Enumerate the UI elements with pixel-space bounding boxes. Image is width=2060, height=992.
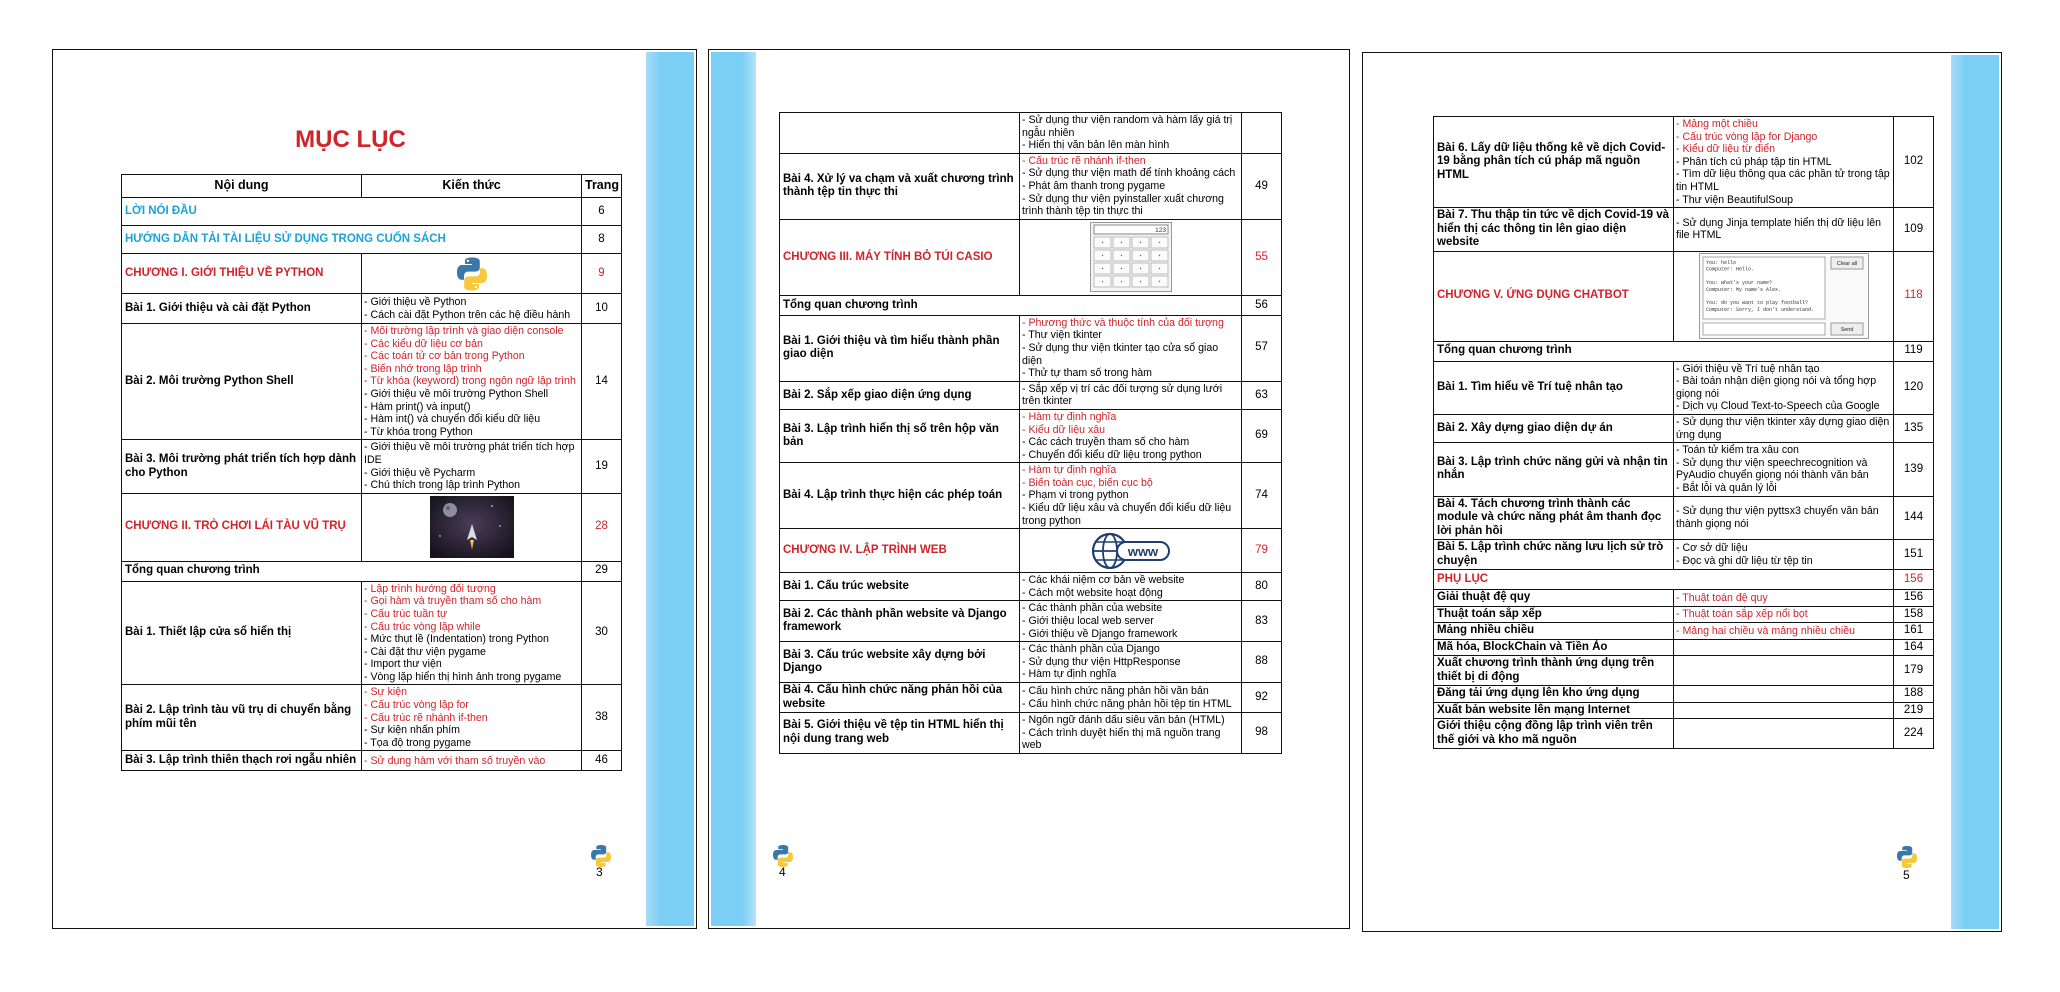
chapter-thumbnail: [1020, 219, 1242, 295]
header-knowledge: Kiến thức: [362, 175, 582, 198]
intro-link[interactable]: LỜI NÓI ĐẦU: [122, 198, 582, 226]
lesson-name: Bài 1. Cấu trúc website: [780, 573, 1020, 601]
knowledge-item: - Hàm int() và chuyển đổi kiểu dữ liệu: [364, 413, 541, 426]
knowledge-item: - Tọa độ trong pygame: [364, 736, 471, 749]
knowledge-item: - Đọc và ghi dữ liệu từ tệp tin: [1676, 554, 1813, 567]
calculator-display: 123: [1154, 227, 1166, 235]
lesson-knowledge: [1020, 713, 1242, 754]
toc-table: [779, 112, 1282, 754]
lesson-name: Bài 4. Cấu hình chức năng phản hồi của website: [780, 683, 1020, 713]
lesson-name: Bài 5. Lập trình chức năng lưu lịch sử trò chuyện: [1434, 540, 1674, 570]
lesson-name: Bài 5. Giới thiệu về tệp tin HTML hiển thị nội dung trang web: [780, 713, 1020, 754]
table-row: [1434, 341, 1934, 361]
page-ref: 92: [1242, 683, 1282, 713]
page-ref: 102: [1894, 117, 1934, 208]
lesson-name: Bài 3. Cấu trúc website xây dựng bởi Django: [780, 642, 1020, 683]
lesson-knowledge: [362, 324, 582, 440]
knowledge-item: - Tìm dữ liệu thông qua các phần tử trong tập tin HTML: [1676, 168, 1890, 193]
table-row: [780, 642, 1282, 683]
chapter-thumbnail: [1674, 251, 1894, 341]
knowledge-item: - Sự kiện: [364, 686, 408, 699]
lesson-knowledge: [1674, 117, 1894, 208]
knowledge-item: - Các thành phần của website: [1022, 602, 1163, 615]
lesson-name: Đăng tải ứng dụng lên kho ứng dụng: [1434, 686, 1674, 703]
lesson-name: Mảng nhiều chiều: [1434, 623, 1674, 640]
page-side-stripe: [646, 52, 694, 926]
table-row: [1434, 496, 1934, 540]
page-ref: 158: [1894, 606, 1934, 623]
overview-row[interactable]: Tổng quan chương trình: [780, 295, 1242, 315]
chapter-3-title[interactable]: CHƯƠNG III. MÁY TÍNH BỎ TÚI CASIO: [780, 219, 1020, 295]
lesson-knowledge: [1020, 113, 1242, 154]
knowledge-item: - Cấu trúc rẽ nhánh if-then: [1022, 154, 1146, 167]
table-row: [1434, 590, 1934, 607]
page-ref: 151: [1894, 540, 1934, 570]
lesson-name: Giới thiệu cộng đồng lập trình viên trên thế giới và kho mã nguồn: [1434, 719, 1674, 749]
page-ref: 156: [1894, 590, 1934, 607]
lesson-name: Giải thuật đệ quy: [1434, 590, 1674, 607]
page-number: 3: [596, 865, 603, 879]
lesson-name: Bài 4. Tách chương trình thành các module và chức năng phát âm thanh đọc lời phản hồi: [1434, 496, 1674, 540]
knowledge-item: - Chuyển đổi kiểu dữ liệu trong python: [1022, 448, 1202, 461]
lesson-name: Bài 2. Lập trình tàu vũ trụ di chuyển bằng phím mũi tên: [122, 685, 362, 751]
knowledge-item: - Cấu hình chức năng phản hồi tệp tin HTML: [1022, 697, 1232, 710]
chapter-4-title[interactable]: CHƯƠNG IV. LẬP TRÌNH WEB: [780, 529, 1020, 573]
toc-page-5: [1362, 52, 2002, 932]
page-ref: 224: [1894, 719, 1934, 749]
knowledge-item: - Sử dụng thư viện tkinter tạo cửa sổ giao diện: [1022, 341, 1219, 367]
knowledge-item: - Cấu trúc vòng lặp while: [364, 620, 481, 633]
svg-text:Clear all: Clear all: [1836, 261, 1857, 268]
intro-link[interactable]: HƯỚNG DẪN TẢI TÀI LIỆU SỬ DỤNG TRONG CUỐN SÁCH: [122, 226, 582, 254]
table-row: [780, 315, 1282, 381]
lesson-name: Bài 1. Giới thiệu và cài đặt Python: [122, 294, 362, 324]
table-row: [1434, 656, 1934, 686]
knowledge-item: - Giới thiệu local web server: [1022, 615, 1154, 628]
table-row: [1434, 117, 1934, 208]
knowledge-item: - Thuật toán sắp xếp nổi bọt: [1676, 608, 1808, 621]
knowledge-item: - Lập trình hướng đối tượng: [364, 582, 496, 595]
chapter-row: [122, 493, 622, 561]
page-ref: 144: [1894, 496, 1934, 540]
page-ref: 29: [582, 561, 622, 581]
lesson-knowledge: [1674, 719, 1894, 749]
knowledge-item: - Hàm tự định nghĩa: [1022, 668, 1117, 681]
page-ref: 49: [1242, 153, 1282, 219]
page-ref: 79: [1242, 529, 1282, 573]
lesson-knowledge: [1674, 443, 1894, 496]
lesson-name: Bài 3. Lập trình thiên thạch rơi ngẫu nhiên: [122, 751, 362, 771]
chapter-row: [780, 529, 1282, 573]
table-row: [780, 153, 1282, 219]
table-row: [122, 294, 622, 324]
lesson-name: Bài 1. Tìm hiểu về Trí tuệ nhân tạo: [1434, 361, 1674, 414]
page-ref: 164: [1894, 639, 1934, 656]
knowledge-item: - Vòng lặp hiển thị hình ảnh trong pygame: [364, 670, 562, 683]
table-row: [780, 601, 1282, 642]
lesson-name: Xuất chương trình thành ứng dụng trên thiết bị di động: [1434, 656, 1674, 686]
lesson-knowledge: [1674, 686, 1894, 703]
knowledge-item: - Cấu trúc vòng lặp for: [364, 699, 469, 712]
table-row: [1434, 540, 1934, 570]
chapter-thumbnail: [362, 493, 582, 561]
knowledge-item: - Cấu trúc rẽ nhánh if-then: [364, 711, 488, 724]
knowledge-item: - Cách một website hoạt động: [1022, 586, 1163, 599]
lesson-knowledge: [1020, 381, 1242, 409]
chapter-1-title[interactable]: CHƯƠNG I. GIỚI THIỆU VỀ PYTHON: [122, 254, 362, 294]
svg-text:You: what's your name?: You: what's your name?: [1705, 280, 1772, 287]
lesson-knowledge: [1020, 463, 1242, 529]
knowledge-item: - Sắp xếp vị trí các đối tượng sử dụng lưới trên tkinter: [1022, 382, 1223, 408]
svg-text:Computer: Sorry, I don't under: Computer: Sorry, I don't understand.: [1705, 307, 1814, 314]
table-row: [1434, 623, 1934, 640]
page-ref: 156: [1894, 570, 1934, 590]
knowledge-item: - Thư viện tkinter: [1022, 329, 1102, 342]
knowledge-item: - Thuật toán đệ quy: [1676, 591, 1768, 604]
knowledge-item: - Biến nhớ trong lập trình: [364, 362, 482, 375]
svg-text:Send: Send: [1840, 327, 1853, 334]
table-row: [1434, 719, 1934, 749]
appendix-title[interactable]: PHỤ LỤC: [1434, 570, 1894, 590]
page-ref: 139: [1894, 443, 1934, 496]
lesson-knowledge: [1674, 656, 1894, 686]
table-row: [122, 685, 622, 751]
page-ref: 69: [1242, 409, 1282, 462]
lesson-name: Bài 4. Lập trình thực hiện các phép toán: [780, 463, 1020, 529]
table-header-row: [122, 175, 622, 198]
page-ref: 135: [1894, 415, 1934, 443]
table-row: [122, 561, 622, 581]
knowledge-item: - Phương thức và thuộc tính của đối tượng: [1022, 316, 1224, 329]
overview-row[interactable]: Tổng quan chương trình: [122, 561, 582, 581]
lesson-knowledge: [362, 751, 582, 771]
knowledge-item: - Dịch vụ Cloud Text-to-Speech của Google: [1676, 400, 1880, 413]
svg-text:www: www: [1127, 543, 1158, 559]
page-ref: 6: [582, 198, 622, 226]
table-row: [780, 713, 1282, 754]
lesson-name: [780, 113, 1020, 154]
header-page: Trang: [582, 175, 622, 198]
table-row: [122, 324, 622, 440]
lesson-name: Bài 3. Môi trường phát triển tích hợp dành cho Python: [122, 440, 362, 493]
table-row: [1434, 606, 1934, 623]
lesson-knowledge: [1674, 639, 1894, 656]
page-side-stripe: [1951, 55, 1999, 929]
chapter-thumbnail: [1020, 529, 1242, 573]
page-ref: 219: [1894, 702, 1934, 719]
lesson-name: Bài 2. Sắp xếp giao diện ứng dụng: [780, 381, 1020, 409]
lesson-knowledge: [1674, 415, 1894, 443]
lesson-knowledge: [1020, 409, 1242, 462]
knowledge-item: - Ngôn ngữ đánh dấu siêu văn bản (HTML): [1022, 714, 1225, 726]
page-number: 5: [1903, 868, 1910, 882]
lesson-name: Bài 3. Lập trình hiển thị số trên hộp văn bản: [780, 409, 1020, 462]
table-row: [780, 409, 1282, 462]
chapter-row: [122, 254, 622, 294]
lesson-knowledge: [1674, 361, 1894, 414]
table-row: [1434, 639, 1934, 656]
lesson-name: Bài 2. Các thành phần website và Django framework: [780, 601, 1020, 642]
lesson-knowledge: [1020, 573, 1242, 601]
knowledge-item: - Phạm vi trong python: [1022, 489, 1129, 502]
knowledge-item: - Giới thiệu về Pycharm: [364, 466, 476, 479]
page-ref: 38: [582, 685, 622, 751]
page-ref: 98: [1242, 713, 1282, 754]
toc-page-4: [708, 49, 1350, 929]
toc-table: [121, 174, 622, 771]
lesson-name: Bài 3. Lập trình chức năng gửi và nhận tin nhắn: [1434, 443, 1674, 496]
table-row: [122, 198, 622, 226]
knowledge-item: - Sử dụng thư viện tkinter xây dựng giao diện ứng dụng: [1676, 416, 1890, 441]
knowledge-item: - Kiểu dữ liệu xâu: [1022, 423, 1106, 436]
table-row: [780, 463, 1282, 529]
lesson-name: Thuật toán sắp xếp: [1434, 606, 1674, 623]
table-row: [122, 751, 622, 771]
overview-row[interactable]: Tổng quan chương trình: [1434, 341, 1894, 361]
svg-text:Computer: Hello.: Computer: Hello.: [1705, 266, 1754, 273]
knowledge-item: - Toán tử kiểm tra xâu con: [1676, 444, 1799, 457]
lesson-knowledge: [362, 440, 582, 493]
knowledge-item: - Sử dụng hàm với tham số truyền vào: [364, 754, 546, 767]
knowledge-item: - Sử dụng thư viện HttpResponse: [1022, 655, 1181, 668]
lesson-knowledge: [362, 685, 582, 751]
page-ref: 179: [1894, 656, 1934, 686]
table-row: [1434, 361, 1934, 414]
page-ref: 63: [1242, 381, 1282, 409]
knowledge-item: - Sử dụng thư viện speechrecognition và PyAudio chuyển giọng nói thành văn bản: [1676, 456, 1869, 482]
knowledge-item: - Các thành phần của Django: [1022, 643, 1160, 656]
www-globe-icon: [1091, 532, 1171, 570]
lesson-knowledge: [1020, 315, 1242, 381]
svg-text:You: hello: You: hello: [1705, 260, 1736, 267]
knowledge-item: - Kiểu dữ liệu từ điển: [1676, 143, 1775, 156]
page-ref: 74: [1242, 463, 1282, 529]
lesson-knowledge: [362, 294, 582, 324]
knowledge-item: - Hàm print() và input(): [364, 400, 471, 413]
knowledge-item: - Cấu trúc vòng lặp for Django: [1676, 130, 1818, 143]
page-ref: 30: [582, 581, 622, 685]
table-row: [1434, 208, 1934, 252]
page-side-stripe: [711, 52, 756, 926]
lesson-knowledge: [1674, 590, 1894, 607]
lesson-knowledge: [1674, 702, 1894, 719]
lesson-knowledge: [1020, 153, 1242, 219]
lesson-knowledge: [1674, 496, 1894, 540]
table-row: [780, 295, 1282, 315]
knowledge-item: - Import thư viện: [364, 658, 442, 671]
page-number: 4: [779, 865, 786, 879]
knowledge-item: - Giới thiệu về Python: [364, 295, 467, 308]
knowledge-item: - Mức thụt lề (Indentation) trong Python: [364, 633, 549, 646]
knowledge-item: - Mảng một chiều: [1676, 118, 1758, 130]
knowledge-item: - Gọi hàm và truyền tham số cho hàm: [364, 595, 542, 608]
lesson-knowledge: [1674, 208, 1894, 252]
python-logo-icon: [453, 256, 491, 292]
knowledge-item: - Môi trường lập trình và giao diện console: [364, 325, 564, 337]
table-row: [780, 573, 1282, 601]
page-ref: 120: [1894, 361, 1934, 414]
knowledge-item: - Cấu trúc tuần tự: [364, 607, 448, 620]
toc-table: [1433, 116, 1934, 749]
knowledge-item: - Cách cài đặt Python trên các hệ điều hành: [364, 308, 571, 321]
lesson-name: Bài 7. Thu thập tin tức về dịch Covid-19 và hiển thị các thông tin lên giao diện website: [1434, 208, 1674, 252]
chapter-row: [780, 219, 1282, 295]
knowledge-item: - Từ khóa (keyword) trong ngôn ngữ lập trình: [364, 375, 576, 388]
table-row: [1434, 415, 1934, 443]
lesson-name: Bài 6. Lấy dữ liệu thống kê về dịch Covid-19 bằng phân tích cú pháp mã nguồn HTML: [1434, 117, 1674, 208]
knowledge-item: - Sử dụng thư viện random và hàm lấy giá trị ngẫu nhiên: [1022, 114, 1233, 139]
lesson-knowledge: [1674, 606, 1894, 623]
knowledge-item: - Phân tích cú pháp tập tin HTML: [1676, 155, 1832, 168]
header-content: Nội dung: [122, 175, 362, 198]
lesson-name: Mã hóa, BlockChain và Tiền Ảo: [1434, 639, 1674, 656]
page-ref: 19: [582, 440, 622, 493]
page-ref: 9: [582, 254, 622, 294]
knowledge-item: - Sử dụng Jinja template hiển thị dữ liệu lên file HTML: [1676, 216, 1881, 242]
chatbot-thumbnail: [1699, 253, 1869, 339]
knowledge-item: - Các khái niệm cơ bản về website: [1022, 574, 1185, 587]
page-ref: 118: [1894, 251, 1934, 341]
page-ref: 28: [582, 493, 622, 561]
chapter-5-title[interactable]: CHƯƠNG V. ỨNG DỤNG CHATBOT: [1434, 251, 1674, 341]
knowledge-item: - Thử tự tham số trong hàm: [1022, 367, 1152, 380]
knowledge-item: - Hiển thị văn bản lên màn hình: [1022, 139, 1170, 152]
knowledge-item: - Sử dụng thư viện math để tính khoảng cách: [1022, 167, 1236, 180]
knowledge-item: - Biến toàn cục, biến cục bộ: [1022, 476, 1153, 489]
knowledge-item: - Bài toán nhận diện giọng nói và tổng hợp giọng nói: [1676, 375, 1877, 400]
lesson-name: Bài 4. Xử lý va chạm và xuất chương trình thành tệp tin thực thi: [780, 153, 1020, 219]
toc-title: MỤC LỤC: [295, 126, 406, 153]
knowledge-item: - Sự kiện nhấn phím: [364, 724, 461, 737]
lesson-name: Bài 2. Xây dựng giao diện dự án: [1434, 415, 1674, 443]
toc-page-3: [52, 49, 697, 929]
knowledge-item: - Phát âm thanh trong pygame: [1022, 179, 1166, 192]
chapter-2-title[interactable]: CHƯƠNG II. TRÒ CHƠI LÁI TÀU VŨ TRỤ: [122, 493, 362, 561]
chapter-row: [1434, 251, 1934, 341]
table-row: [780, 113, 1282, 154]
python-logo-icon: [1895, 845, 1919, 869]
knowledge-item: - Giới thiệu về Django framework: [1022, 627, 1178, 640]
knowledge-item: - Cài đặt thư viện pygame: [364, 645, 486, 658]
spaceship-game-thumbnail: [430, 496, 514, 558]
lesson-knowledge: [362, 581, 582, 685]
knowledge-item: - Các kiểu dữ liệu cơ bản: [364, 337, 483, 350]
page-ref: 109: [1894, 208, 1934, 252]
table-row: [122, 440, 622, 493]
lesson-name: Bài 2. Môi trường Python Shell: [122, 324, 362, 440]
knowledge-item: - Sử dụng thư viện pyinstaller xuất chương trình thành tệp tin thực thi: [1022, 192, 1224, 218]
knowledge-item: - Mảng hai chiều và mảng nhiều chiều: [1676, 624, 1856, 637]
page-ref: [1242, 113, 1282, 154]
page-ref: 10: [582, 294, 622, 324]
table-row: [1434, 702, 1934, 719]
knowledge-item: - Giới thiệu về môi trường Python Shell: [364, 387, 549, 400]
lesson-name: Xuất bản website lên mạng Internet: [1434, 702, 1674, 719]
table-row: [122, 581, 622, 685]
knowledge-item: - Thư viện BeautifulSoup: [1676, 193, 1794, 206]
knowledge-item: - Sử dụng thư viện pyttsx3 chuyển văn bản thành giọng nói: [1676, 505, 1879, 530]
page-ref: 8: [582, 226, 622, 254]
page-ref: 46: [582, 751, 622, 771]
table-row: [780, 381, 1282, 409]
knowledge-item: - Cách trình duyệt hiển thị mã nguồn trang web: [1022, 726, 1221, 752]
table-row: [1434, 443, 1934, 496]
svg-text:You: do you want to play footb: You: do you want to play football?: [1705, 300, 1808, 307]
page-ref: 55: [1242, 219, 1282, 295]
page-ref: 56: [1242, 295, 1282, 315]
svg-text:Computer: My name's Alex.: Computer: My name's Alex.: [1705, 286, 1781, 293]
table-row: [122, 226, 622, 254]
knowledge-item: - Kiểu dữ liệu xâu và chuyển đổi kiểu dữ liệu trong python: [1022, 502, 1232, 527]
knowledge-item: - Giới thiệu về môi trường phát triển tích hợp IDE: [364, 441, 575, 466]
knowledge-item: - Giới thiệu về Trí tuệ nhân tạo: [1676, 362, 1820, 375]
page-ref: 188: [1894, 686, 1934, 703]
page-ref: 119: [1894, 341, 1934, 361]
lesson-knowledge: [1674, 623, 1894, 640]
table-row: [1434, 570, 1934, 590]
knowledge-item: - Các toán tử cơ bản trong Python: [364, 350, 525, 363]
page-ref: 88: [1242, 642, 1282, 683]
page-ref: 80: [1242, 573, 1282, 601]
chapter-thumbnail: [362, 254, 582, 294]
knowledge-item: - Hàm tự định nghĩa: [1022, 464, 1117, 477]
lesson-knowledge: [1020, 642, 1242, 683]
knowledge-item: - Cấu hình chức năng phản hồi văn bản: [1022, 684, 1209, 697]
page-ref: 14: [582, 324, 622, 440]
lesson-name: Bài 1. Thiết lập cửa sổ hiển thị: [122, 581, 362, 685]
knowledge-item: - Từ khóa trong Python: [364, 425, 473, 438]
lesson-knowledge: [1020, 601, 1242, 642]
knowledge-item: - Cơ sở dữ liệu: [1676, 542, 1748, 554]
page-ref: 83: [1242, 601, 1282, 642]
table-row: [780, 683, 1282, 713]
table-row: [1434, 686, 1934, 703]
knowledge-item: - Chú thích trong lập trình Python: [364, 479, 521, 492]
lesson-name: Bài 1. Giới thiệu và tìm hiểu thành phần giao diện: [780, 315, 1020, 381]
knowledge-item: - Các cách truyền tham số cho hàm: [1022, 436, 1190, 449]
lesson-knowledge: [1674, 540, 1894, 570]
page-ref: 161: [1894, 623, 1934, 640]
calculator-thumbnail: [1090, 222, 1172, 292]
knowledge-item: - Hàm tự định nghĩa: [1022, 410, 1117, 423]
page-ref: 57: [1242, 315, 1282, 381]
lesson-knowledge: [1020, 683, 1242, 713]
knowledge-item: - Bắt lỗi và quản lý lỗi: [1676, 482, 1777, 494]
